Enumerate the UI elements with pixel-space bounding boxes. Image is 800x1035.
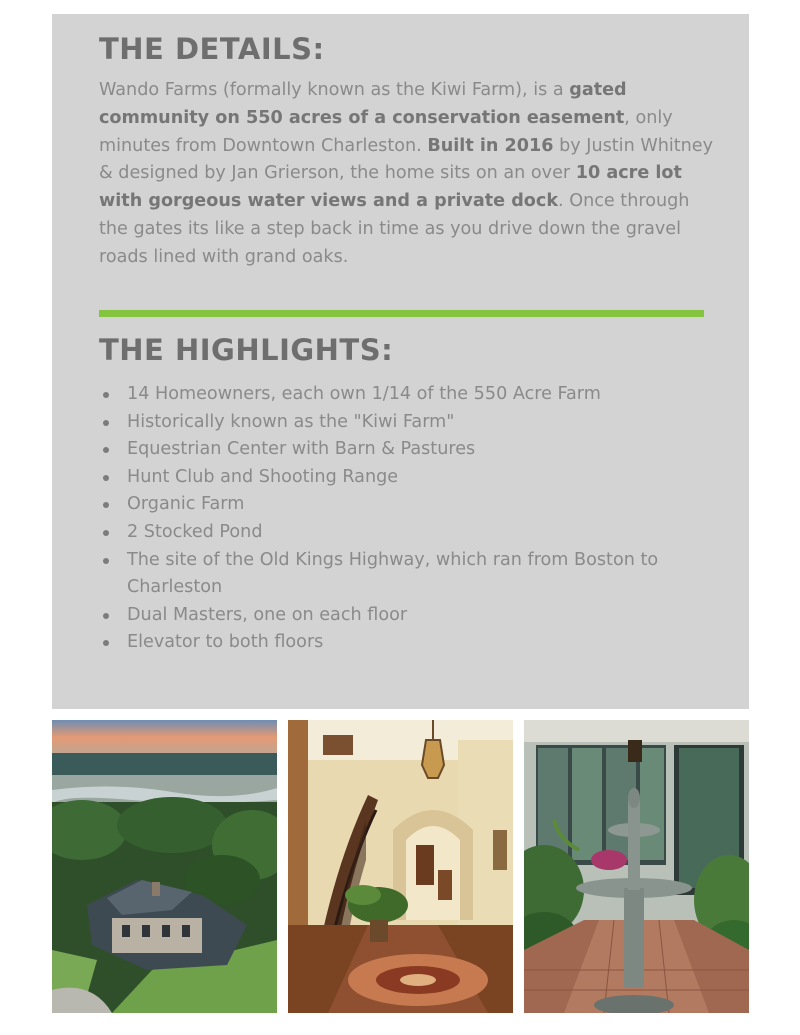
aerial-home-photo	[52, 720, 277, 1013]
details-text: by Justin Whitney & designed by Jan Grierson, the home sits on an over	[99, 135, 714, 184]
highlight-item: Organic Farm	[99, 491, 719, 519]
highlight-item: The site of the Old Kings Highway, which ran from Boston to Charleston	[99, 547, 719, 602]
details-bold-text: 10 acre lot with gorgeous water views and a private dock	[99, 163, 682, 212]
highlight-item: Dual Masters, one on each floor	[99, 602, 719, 630]
fountain-patio-photo	[524, 720, 749, 1013]
details-text: . Once through the gates its like a step back in time as you drive down the gravel roads lined with grand oaks.	[99, 191, 690, 267]
highlight-item: Hunt Club and Shooting Range	[99, 464, 719, 492]
green-divider	[99, 310, 704, 317]
highlight-item: Equestrian Center with Barn & Pastures	[99, 436, 719, 464]
highlights-list	[99, 381, 719, 657]
highlight-item: 2 Stocked Pond	[99, 519, 719, 547]
highlights-heading: THE HIGHLIGHTS:	[99, 333, 394, 367]
details-bold-text: Built in 2016	[427, 135, 554, 156]
highlight-item: 14 Homeowners, each own 1/14 of the 550 Acre Farm	[99, 381, 719, 409]
details-text: , only minutes from Downtown Charleston.	[99, 107, 673, 156]
highlight-item: Historically known as the "Kiwi Farm"	[99, 409, 719, 437]
details-bold-text: gated community on 550 acres of a conservation easement	[99, 80, 627, 128]
details-paragraph	[99, 77, 717, 272]
details-heading: THE DETAILS:	[99, 32, 325, 66]
highlight-item: Elevator to both floors	[99, 629, 719, 657]
details-text: Wando Farms (formally known as the Kiwi Farm), is a	[99, 80, 570, 100]
foyer-staircase-photo	[288, 720, 513, 1013]
